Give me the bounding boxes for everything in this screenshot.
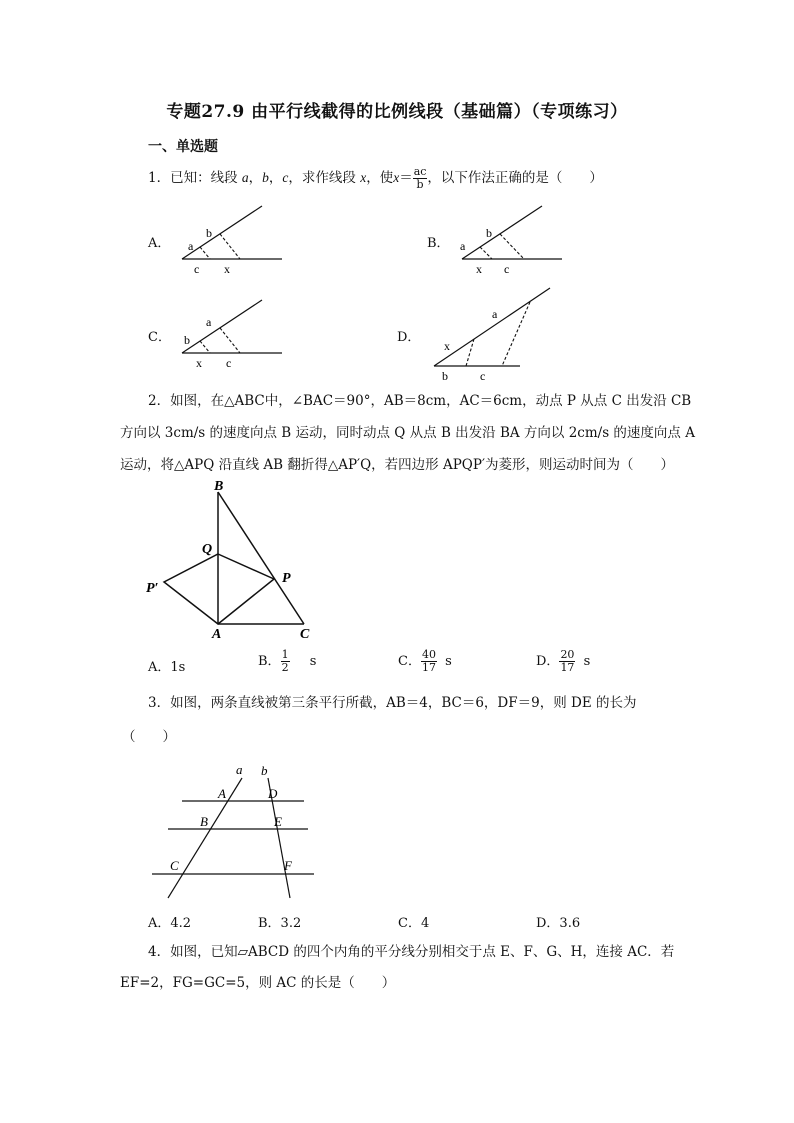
q1a-base2: x [224,262,230,276]
q2-option-c [398,649,452,674]
q1-option-c-figure [176,296,288,376]
q3-parallel-lines-figure [146,760,326,906]
q3-label-e: E [274,814,282,829]
q3-option-b: B．3.2 [258,916,302,931]
q2-option-d-num: 20 [560,648,575,661]
q2-option-b-num: 1 [281,648,289,661]
q3-option-d: D．3.6 [536,916,581,931]
q3-label-c: C [170,858,179,873]
q1c-base2: c [226,356,232,370]
q2-label-p: P [282,571,291,586]
q2-option-c-fraction [421,649,437,674]
q2-option-b [258,649,316,674]
q3-label-line-a: a [236,762,243,777]
q3-label-a: A [218,786,226,801]
question-2-line-3: 运动，将△APQ 沿直线 AB 翻折得△AP′Q，若四边形 APQP′为菱形，则运动时间为（ ） [120,457,675,473]
question-1-text: 1．已知：线段 a，b，c，求作线段 x，使x＝ $\frac{ac}{b}$ ，以下作法正确的是（ ） [148,165,603,191]
q1c-seg1: b [184,333,190,347]
q3-label-f: F [284,858,292,873]
q1-option-a-label: A． [148,236,171,251]
question-4-line-2: EF=2，FG=GC=5，则 AC 的长是（ ） [120,975,396,991]
q2-label-c: C [300,627,310,642]
q3-option-a: A．4.2 [148,916,192,931]
q2-label-b: B [214,479,224,494]
q1a-seg2: b [206,226,212,240]
q1c-base1: x [196,356,202,370]
page-title: 专题27.9 由平行线截得的比例线段（基础篇）（专项练习） [166,102,628,122]
q2-option-d [536,649,590,674]
q1-fraction [413,166,428,191]
q1b-seg1: a [460,239,466,253]
q2-option-b-unit: s [309,654,317,669]
q1d-seg2: a [492,307,498,321]
q2-option-d-fraction [559,649,575,674]
q1-option-b-label: B． [427,236,450,251]
q1a-seg1: a [188,239,194,253]
q1-option-d-figure [426,284,562,384]
q2-option-c-unit: s [445,654,452,669]
q2-label-a: A [212,627,222,642]
q1-pre: 1．已知：线段 [148,170,238,186]
q1-option-a-figure [176,200,288,280]
q3-label-line-b: b [261,763,268,778]
q2-option-b-fraction [281,649,290,674]
q1-option-d-label: D． [397,330,421,345]
question-3-line-1: 3．如图，两条直线被第三条平行所截，AB＝4，BC＝6，DF＝9，则 DE 的长为 [148,695,637,711]
q2-triangle-figure [140,478,330,644]
q2-option-d-label: D． [536,654,560,669]
q2-option-c-num: 40 [421,648,436,661]
section-heading: 一、单选题 [148,139,218,155]
question-2-line-1: 2．如图，在△ABC中，∠BAC＝90°，AB＝8cm，AC＝6cm，动点 P 从点 C 出发沿 CB [148,393,692,409]
q1b-base1: x [476,262,482,276]
q2-option-b-label: B． [258,654,281,669]
q3-label-b: B [200,814,208,829]
q2-option-c-label: C． [398,654,421,669]
q1-mid: ，求作线段 [288,170,356,186]
q1c-seg2: a [206,315,212,329]
q3-option-c: C．4 [398,916,430,931]
q2-label-p-prime: P′ [146,581,159,596]
q2-option-a: A．1s [148,660,186,675]
q1-post: ，以下作法正确的是（ ） [427,170,603,186]
question-3-line-2: （ ） [122,729,176,745]
q1d-base1: b [442,369,448,383]
q3-label-d: D [268,786,278,801]
q1b-base2: c [504,262,510,276]
question-4-line-1: 4．如图，已知▱ABCD 的四个内角的平分线分别相交于点 E、F、G、H，连接 AC．若 [148,944,675,960]
q1-frac-num: ac [413,165,427,178]
q1d-seg1: x [444,339,450,353]
q2-option-d-unit: s [583,654,591,669]
q2-label-q: Q [202,542,213,557]
q1b-seg2: b [486,226,492,240]
q1-option-c-label: C． [148,330,171,345]
q2-option-c-den: 17 [421,661,436,674]
q1-mid2: ，使 [366,170,394,186]
q1a-base1: c [194,262,200,276]
question-2-line-2: 方向以 3cm/s 的速度向点 B 运动，同时动点 Q 从点 B 出发沿 BA 方向以 2cm/s 的速度向点 A [120,425,695,441]
q1-option-b-figure [456,200,568,280]
q2-option-d-den: 17 [560,661,575,674]
q2-option-b-den: 2 [281,661,289,674]
q1d-base2: c [480,369,486,383]
q1-frac-den: b [416,178,424,191]
